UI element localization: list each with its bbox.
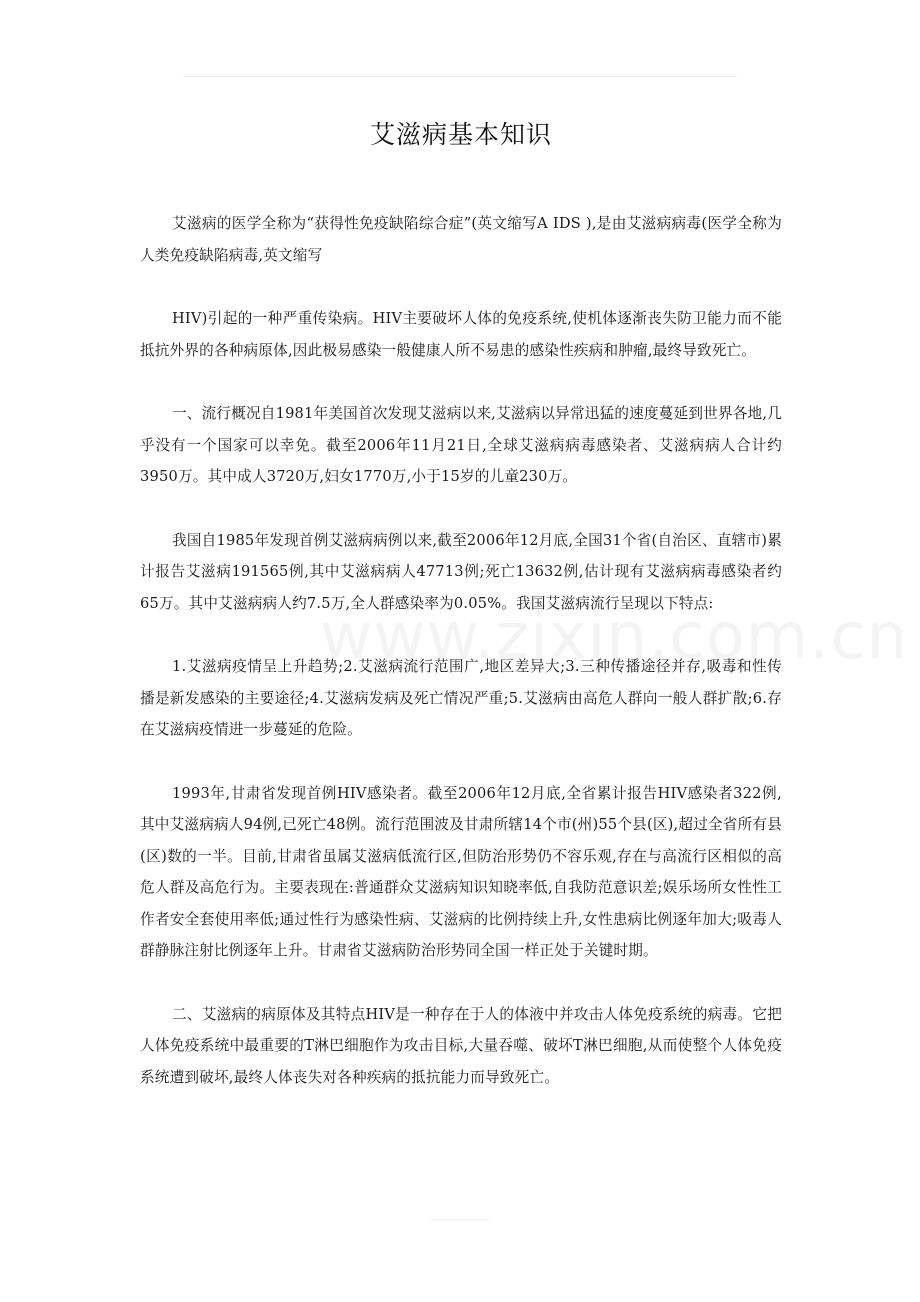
document-body <box>140 110 782 1125</box>
paragraph-pathogen: 二、艾滋病的病原体及其特点HIV是一种存在于人的体液中并攻击人体免疫系统的病毒。它把人体免疫系统中最重要的T淋巴细胞作为攻击目标,大量吞噬、破坏T淋巴细胞,从而使整个人体免疫系统遭到破坏,最终人体丧失对各种疾病的抵抗能力而导致死亡。 <box>140 1005 782 1086</box>
paragraph-list <box>140 208 782 1093</box>
paragraph-china-features: 1.艾滋病疫情呈上升趋势;2.艾滋病流行范围广,地区差异大;3.三种传播途径并存,吸毒和性传播是新发感染的主要途径;4.艾滋病发病及死亡情况严重;5.艾滋病由高危人群向一般人群扩散;6.存在艾滋病疫情进一步蔓延的危险。 <box>140 658 782 738</box>
document-title: 艾滋病基本知识 <box>369 120 552 149</box>
paragraph-china-epidemic: 我国自1985年发现首例艾滋病病例以来,截至2006年12月底,全国31个省(自治区、直辖市)累计报告艾滋病191565例,其中艾滋病病人47713例;死亡13632例,估计现有艾滋病病毒感染者约65万。其中艾滋病病人约7.5万,全人群感染率为0.05%。我国艾滋病流行呈现以下特点: <box>140 531 782 612</box>
paragraph-hiv-effects: HIV)引起的一种严重传染病。HIV主要破坏人体的免疫系统,使机体逐渐丧失防卫能力而不能抵抗外界的各种病原体,因此极易感染一般健康人所不易患的感染性疾病和肿瘤,最终导致死亡。 <box>140 310 782 359</box>
paragraph-gansu-epidemic: 1993年,甘肃省发现首例HIV感染者。截至2006年12月底,全省累计报告HIV感染者322例,其中艾滋病病人94例,已死亡48例。流行范围波及甘肃所辖14个市(州)55个县(区),超过全省所有县(区)数的一半。目前,甘肃省虽属艾滋病低流行区,但防治形势仍不容乐观,存在与高流行区相似的高危人群及高危行为。主要表现在:普通群众艾滋病知识知晓率低,自我防范意识差;娱乐场所女性性工作者安全套使用率低;通过性行为感染性病、艾滋病的比例持续上升,女性患病比例逐年加大;吸毒人群静脉注射比例逐年上升。甘肃省艾滋病防治形势同全国一样正处于关键时期。 <box>140 784 782 959</box>
header-rule <box>183 76 737 77</box>
paragraph-global-epidemic: 一、流行概况自1981年美国首次发现艾滋病以来,艾滋病以异常迅猛的速度蔓延到世界各地,几乎没有一个国家可以幸免。截至2006年11月21日,全球艾滋病病毒感染者、艾滋病病人合计约3950万。其中成人3720万,妇女1770万,小于15岁的儿童230万。 <box>140 405 782 485</box>
footer-rule <box>430 1219 490 1220</box>
paragraph-intro: 艾滋病的医学全称为“获得性免疫缺陷综合症”(英文缩写A IDS ),是由艾滋病病毒(医学全称为人类免疫缺陷病毒,英文缩写 <box>140 215 782 264</box>
